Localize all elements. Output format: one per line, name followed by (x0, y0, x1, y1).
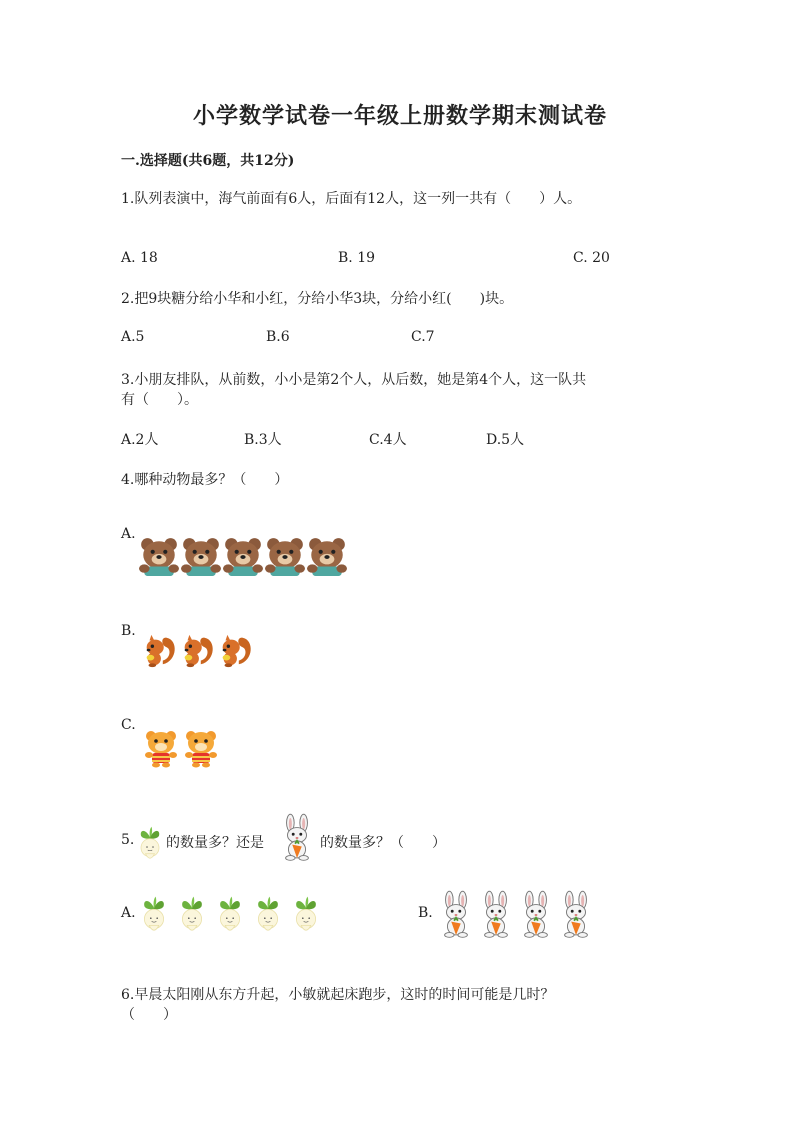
bear-row (138, 535, 348, 577)
question-6-line-2: （ ） (121, 1007, 177, 1023)
radish-icon (176, 892, 208, 938)
question-3-option-b: B.3人 (244, 432, 282, 448)
question-2-option-a: A.5 (121, 329, 145, 345)
rabbit-icon (517, 888, 555, 942)
question-5-end-text: 的数量多？（ ） (320, 835, 446, 851)
question-5-option-b-label: B. (418, 905, 433, 921)
question-4-text: 4.哪种动物最多？（ ） (121, 472, 289, 488)
squirrel-row (140, 632, 254, 670)
question-5-option-a-label: A. (121, 905, 136, 921)
question-6-line-1: 6.早晨太阳刚从东方升起，小敏就起床跑步，这时的时间可能是几时？ (121, 987, 555, 1003)
question-1-text: 1.队列表演中，海气前面有6人，后面有12人，这一列一共有（ ）人。 (121, 191, 582, 207)
question-3-option-a: A.2人 (121, 432, 159, 448)
bear-icon (306, 535, 348, 577)
tiger-row (141, 724, 221, 772)
radish-icon (138, 892, 170, 938)
question-4-option-b-label: B. (121, 623, 136, 639)
rabbit-icon (437, 888, 475, 942)
section-heading: 一.选择题(共6题，共12分) (121, 153, 295, 169)
question-3-option-c: C.4人 (369, 432, 407, 448)
question-1-option-b: B. 19 (338, 250, 376, 266)
page-title: 小学数学试卷一年级上册数学期末测试卷 (192, 103, 607, 129)
question-3-line-2: 有（ ）。 (121, 392, 198, 408)
rabbit-icon (477, 888, 515, 942)
squirrel-icon (216, 632, 254, 670)
question-3-option-d: D.5人 (486, 432, 525, 448)
rabbit-icon (278, 811, 316, 865)
bear-icon (222, 535, 264, 577)
question-2-text: 2.把9块糖分给小华和小红，分给小华3块，分给小红( )块。 (121, 291, 514, 307)
squirrel-icon (140, 632, 178, 670)
bear-icon (264, 535, 306, 577)
tiger-icon (141, 724, 181, 772)
question-5-number: 5. (121, 832, 135, 848)
rabbit-row (437, 888, 595, 942)
question-5-middle-text: 的数量多？还是 (166, 835, 264, 851)
bear-icon (180, 535, 222, 577)
radish-icon (214, 892, 246, 938)
question-2-option-b: B.6 (266, 329, 290, 345)
bear-icon (138, 535, 180, 577)
question-4-option-c-label: C. (121, 717, 136, 733)
tiger-icon (181, 724, 221, 772)
question-2-option-c: C.7 (411, 329, 435, 345)
question-1-option-a: A. 18 (121, 250, 158, 266)
squirrel-icon (178, 632, 216, 670)
question-1-option-c: C. 20 (573, 250, 610, 266)
question-4-option-a-label: A. (121, 526, 136, 542)
question-3-line-1: 3.小朋友排队，从前数，小小是第2个人，从后数，她是第4个人，这一队共 (121, 372, 587, 388)
radish-icon (252, 892, 284, 938)
rabbit-icon (557, 888, 595, 942)
radish-icon (135, 822, 165, 866)
radish-icon (290, 892, 322, 938)
radish-row (138, 892, 322, 938)
